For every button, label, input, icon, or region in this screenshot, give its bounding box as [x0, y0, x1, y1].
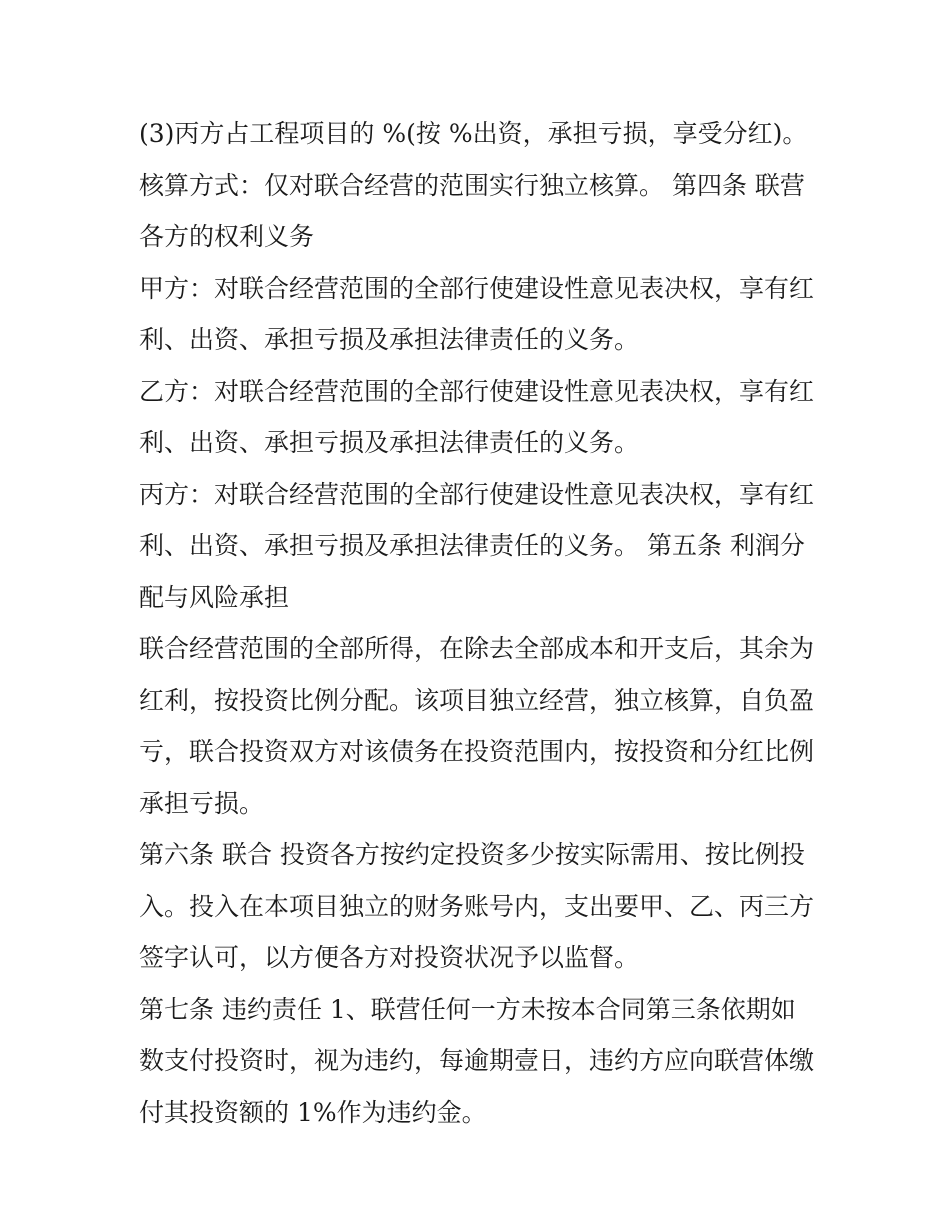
paragraph-party-a-rights: 甲方：对联合经营范围的全部行使建设性意见表决权，享有红利、出资、承担亏损及承担法律责任的义务。 — [139, 273, 815, 354]
paragraph-accounting-method: 核算方式：仅对联合经营的范围实行独立核算。 第四条 联营各方的权利义务 — [139, 170, 805, 251]
paragraph-article-six: 第六条 联合 投资各方按约定投资多少按实际需用、按比例投入。投入在本项目独立的财务账号内，支出要甲、乙、丙三方签字认可，以方便各方对投资状况予以监督。 — [139, 840, 815, 972]
paragraph-article-seven: 第七条 违约责任 1、联营任何一方未按本合同第三条依期如数支付投资时，视为违约，每逾期壹日，违约方应向联营体缴付其投资额的 1%作为违约金。 — [139, 994, 815, 1127]
document-body — [139, 108, 819, 1138]
paragraph-party-b-rights: 乙方：对联合经营范围的全部行使建设性意见表决权，享有红利、出资、承担亏损及承担法律责任的义务。 — [139, 376, 815, 457]
paragraph-profit-distribution: 联合经营范围的全部所得，在除去全部成本和开支后，其余为红利，按投资比例分配。该项目独立经营，独立核算，自负盈亏，联合投资双方对该债务在投资范围内，按投资和分红比例承担亏损。 — [139, 634, 815, 818]
paragraph-party-c-rights: 丙方：对联合经营范围的全部行使建设性意见表决权，享有红利、出资、承担亏损及承担法律责任的义务。 第五条 利润分配与风险承担 — [139, 479, 815, 612]
paragraph-profit-share-c: (3)丙方占工程项目的 %(按 %出资，承担亏损，享受分红)。 — [139, 119, 808, 148]
